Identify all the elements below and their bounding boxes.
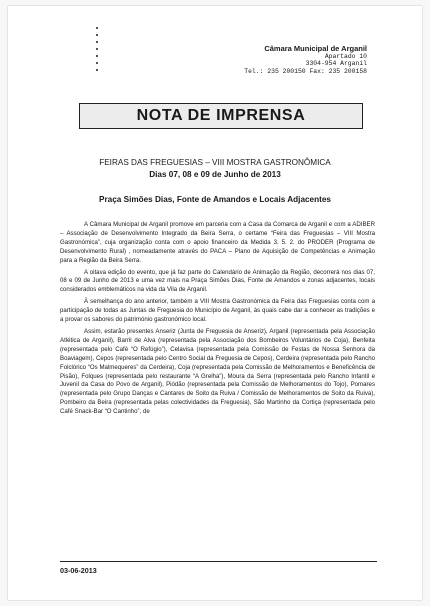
decorative-dots [96,27,100,76]
document-title: NOTA DE IMPRENSA [136,107,306,124]
event-name: FEIRAS DAS FREGUESIAS – VIII MOSTRA GASTRONÔMICA [99,158,331,167]
footer [60,561,377,575]
body-text [60,221,375,417]
paragraph: Assim, estarão presentes Anseriz (Junta de Freguesia de Anseriz), Arganil (representada pela Associação Atlética de Arganil), Barril de Alva (representada pela Associação dos Bombeiros Voluntários de Coja), Benfeita (representada pelo Café “O Refúgio”), Celavisa (representada pela Comissão de Festas de Nossa Senhora da Boaviagem), Cepos (representada pelo Centro Social da Freguesia de Cepos), Cerdeira (representada pelo Rancho Folclórico “Os Malmequeres” da Cerdeira), Coja (representada pela Comissão de Melhoramentos e Beneficência de Pisão), Folques (representada pelo restaurante “A Grelha”), Moura da Serra (representada pelo Rancho Infantil e Juvenil da Casa do Povo de Arganil), Piódão (representada pela Comissão de Melhoramentos do Tojo), Pomares (representada pelo Grupo Danças e Cantares de Soito da Ruiva / Comissão de Melhoramentos de Soito da Ruiva), Pombeiro da Beira (representada pelas colectividades da Freguesia), São Martinho da Cortiça (representada pelo Café Snack-Bar “O Cantinho”, de [60,327,375,416]
paragraph: A oitava edição do evento, que já faz parte do Calendário de Animação da Região, decorrerá nos dias 07, 08 e 09 de Junho de 2013 e uma vez mais na Praça Simões Dias, Fonte de Amandos e zonas adjacentes, locais considerados emblemáticos na vida da Vila de Arganil. [60,268,375,294]
title-box [79,103,363,129]
paragraph: A Câmara Municipal de Arganil promove em parceria com a Casa da Comarca de Arganil e com a ADIBER – Associação de Desenvolvimento Integrado da Beira Serra, o certame “Feira das Freguesias – VIII Mostra Gastronómica”, cuja organização conta com o apoio financeiro da Medida 3. 5. 2. do PRODER (Programa de Desenvolvimento Rural) , nomeadamente através do PACA – Plano de Aquisição de Competências e Animação para a Região da Beira Serra. [60,221,375,264]
letterhead [244,45,367,75]
event-location: Praça Simões Dias, Fonte de Amandos e Locais Adjacentes [99,195,331,204]
footer-date: 03-06-2013 [60,566,97,575]
contacts-line: Tel.: 235 200150 Fax: 235 200158 [244,67,367,75]
paragraph: À semelhança do ano anterior, também a VIII Mostra Gastronómica da Feira das Freguesias conta com a participação de todas as Juntas de Freguesia do Município de Arganil, às quais cabe dar a conhecer as tradições e a provar os sabores do património gastronómico local. [60,298,375,324]
organization-name: Câmara Municipal de Arganil [264,44,367,53]
address-line-1: Apartado 10 [324,52,367,60]
event-dates: Dias 07, 08 e 09 de Junho de 2013 [149,170,281,179]
address-line-2: 3304-954 Arganil [305,60,367,67]
